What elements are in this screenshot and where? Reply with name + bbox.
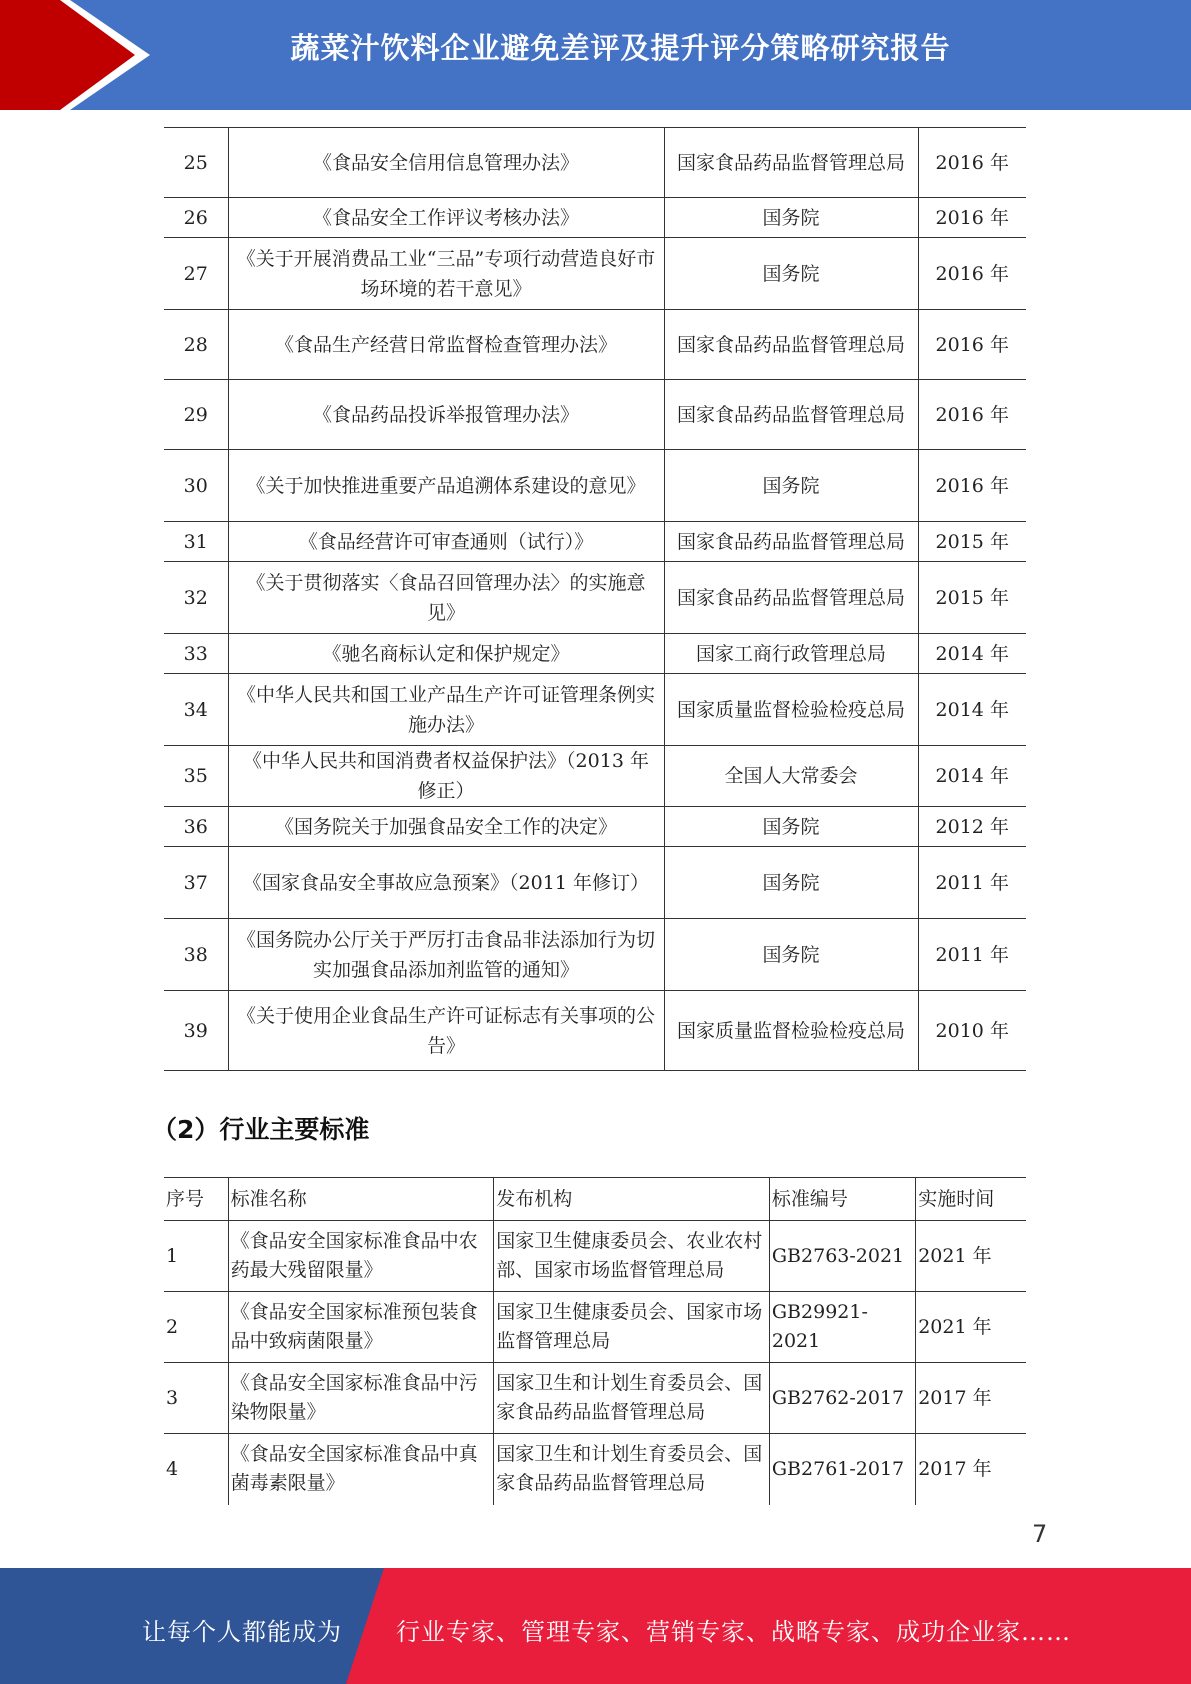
regulation-name: 《食品经营许可审查通则（试行）》 (228, 522, 664, 562)
table-row (164, 522, 1026, 562)
footer-slogan-left: 让每个人都能成为 (142, 1618, 342, 1646)
issue-year: 2015 年 (918, 522, 1026, 562)
row-number: 2 (164, 1292, 228, 1363)
page-footer (0, 1568, 1191, 1684)
column-header: 序号 (164, 1178, 228, 1221)
issuing-authority: 国务院 (664, 847, 918, 919)
issuing-authority: 国家食品药品监督管理总局 (664, 562, 918, 634)
issue-year: 2014 年 (918, 674, 1026, 746)
regulation-name: 《关于贯彻落实〈食品召回管理办法〉的实施意见》 (228, 562, 664, 634)
effective-year: 2021 年 (916, 1221, 1026, 1292)
table-row (164, 991, 1026, 1071)
regulation-name: 《食品药品投诉举报管理办法》 (228, 380, 664, 450)
table-row (164, 1221, 1026, 1292)
regulation-name: 《关于开展消费品工业“三品”专项行动营造良好市场环境的若干意见》 (228, 238, 664, 310)
issue-year: 2015 年 (918, 562, 1026, 634)
row-number: 25 (164, 128, 228, 198)
issuing-authority: 国家卫生健康委员会、农业农村部、国家市场监督管理总局 (494, 1221, 770, 1292)
row-number: 27 (164, 238, 228, 310)
issuing-authority: 国家卫生健康委员会、国家市场监督管理总局 (494, 1292, 770, 1363)
table-row (164, 380, 1026, 450)
regulation-name: 《驰名商标认定和保护规定》 (228, 634, 664, 674)
issuing-authority: 国务院 (664, 198, 918, 238)
table-row (164, 562, 1026, 634)
regulation-name: 《中华人民共和国工业产品生产许可证管理条例实施办法》 (228, 674, 664, 746)
standard-code: GB2761-2017 (769, 1434, 915, 1505)
issue-year: 2014 年 (918, 634, 1026, 674)
issue-year: 2016 年 (918, 380, 1026, 450)
table-header-row (164, 1178, 1026, 1221)
issuing-authority: 全国人大常委会 (664, 746, 918, 807)
row-number: 37 (164, 847, 228, 919)
regulation-name: 《食品生产经营日常监督检查管理办法》 (228, 310, 664, 380)
issue-year: 2016 年 (918, 238, 1026, 310)
column-header: 标准编号 (769, 1178, 915, 1221)
issuing-authority: 国家食品药品监督管理总局 (664, 310, 918, 380)
footer-slogan-right: 行业专家、管理专家、营销专家、战略专家、成功企业家…… (396, 1618, 1071, 1646)
standard-code: GB29921-2021 (769, 1292, 915, 1363)
issuing-authority: 国家食品药品监督管理总局 (664, 128, 918, 198)
issuing-authority: 国家食品药品监督管理总局 (664, 380, 918, 450)
row-number: 36 (164, 807, 228, 847)
row-number: 34 (164, 674, 228, 746)
page-header (0, 0, 1191, 110)
row-number: 32 (164, 562, 228, 634)
row-number: 29 (164, 380, 228, 450)
issuing-authority: 国家工商行政管理总局 (664, 634, 918, 674)
standard-name: 《食品安全国家标准食品中农药最大残留限量》 (228, 1221, 494, 1292)
issuing-authority: 国务院 (664, 450, 918, 522)
row-number: 30 (164, 450, 228, 522)
issuing-authority: 国务院 (664, 807, 918, 847)
column-header: 实施时间 (916, 1178, 1026, 1221)
row-number: 3 (164, 1363, 228, 1434)
table-row (164, 1434, 1026, 1505)
row-number: 35 (164, 746, 228, 807)
issuing-authority: 国家质量监督检验检疫总局 (664, 674, 918, 746)
regulation-name: 《中华人民共和国消费者权益保护法》（2013 年修正） (228, 746, 664, 807)
table-row (164, 198, 1026, 238)
issuing-authority: 国家食品药品监督管理总局 (664, 522, 918, 562)
issue-year: 2010 年 (918, 991, 1026, 1071)
standard-name: 《食品安全国家标准食品中真菌毒素限量》 (228, 1434, 494, 1505)
table-row (164, 674, 1026, 746)
table-row (164, 634, 1026, 674)
table-row (164, 310, 1026, 380)
table-row (164, 128, 1026, 198)
row-number: 31 (164, 522, 228, 562)
standard-name: 《食品安全国家标准预包装食品中致病菌限量》 (228, 1292, 494, 1363)
table-row (164, 1363, 1026, 1434)
regulation-name: 《国家食品安全事故应急预案》（2011 年修订） (228, 847, 664, 919)
issuing-authority: 国务院 (664, 238, 918, 310)
standard-code: GB2763-2021 (769, 1221, 915, 1292)
row-number: 4 (164, 1434, 228, 1505)
regulations-table (164, 127, 1026, 1071)
row-number: 28 (164, 310, 228, 380)
page-number: 7 (1032, 1520, 1048, 1548)
table-row (164, 1292, 1026, 1363)
regulation-name: 《关于加快推进重要产品追溯体系建设的意见》 (228, 450, 664, 522)
table-row (164, 450, 1026, 522)
row-number: 39 (164, 991, 228, 1071)
issue-year: 2016 年 (918, 310, 1026, 380)
row-number: 1 (164, 1221, 228, 1292)
issue-year: 2011 年 (918, 847, 1026, 919)
standards-table (164, 1177, 1026, 1505)
effective-year: 2017 年 (916, 1363, 1026, 1434)
column-header: 发布机构 (494, 1178, 770, 1221)
regulation-name: 《国务院办公厅关于严厉打击食品非法添加行为切实加强食品添加剂监管的通知》 (228, 919, 664, 991)
issue-year: 2014 年 (918, 746, 1026, 807)
table-row (164, 746, 1026, 807)
table-row (164, 238, 1026, 310)
regulation-name: 《食品安全工作评议考核办法》 (228, 198, 664, 238)
table-row (164, 847, 1026, 919)
effective-year: 2021 年 (916, 1292, 1026, 1363)
issuing-authority: 国家卫生和计划生育委员会、国家食品药品监督管理总局 (494, 1363, 770, 1434)
regulation-name: 《关于使用企业食品生产许可证标志有关事项的公告》 (228, 991, 664, 1071)
issue-year: 2011 年 (918, 919, 1026, 991)
issue-year: 2016 年 (918, 450, 1026, 522)
section-title: （2）行业主要标准 (152, 1115, 370, 1144)
column-header: 标准名称 (228, 1178, 494, 1221)
issuing-authority: 国务院 (664, 919, 918, 991)
table-row (164, 919, 1026, 991)
issue-year: 2016 年 (918, 128, 1026, 198)
issue-year: 2012 年 (918, 807, 1026, 847)
issuing-authority: 国家质量监督检验检疫总局 (664, 991, 918, 1071)
row-number: 33 (164, 634, 228, 674)
row-number: 26 (164, 198, 228, 238)
issuing-authority: 国家卫生和计划生育委员会、国家食品药品监督管理总局 (494, 1434, 770, 1505)
report-title: 蔬菜汁饮料企业避免差评及提升评分策略研究报告 (290, 31, 951, 65)
regulation-name: 《国务院关于加强食品安全工作的决定》 (228, 807, 664, 847)
standard-name: 《食品安全国家标准食品中污染物限量》 (228, 1363, 494, 1434)
header-arrow-decoration (0, 0, 150, 110)
table-row (164, 807, 1026, 847)
regulation-name: 《食品安全信用信息管理办法》 (228, 128, 664, 198)
row-number: 38 (164, 919, 228, 991)
issue-year: 2016 年 (918, 198, 1026, 238)
effective-year: 2017 年 (916, 1434, 1026, 1505)
standard-code: GB2762-2017 (769, 1363, 915, 1434)
